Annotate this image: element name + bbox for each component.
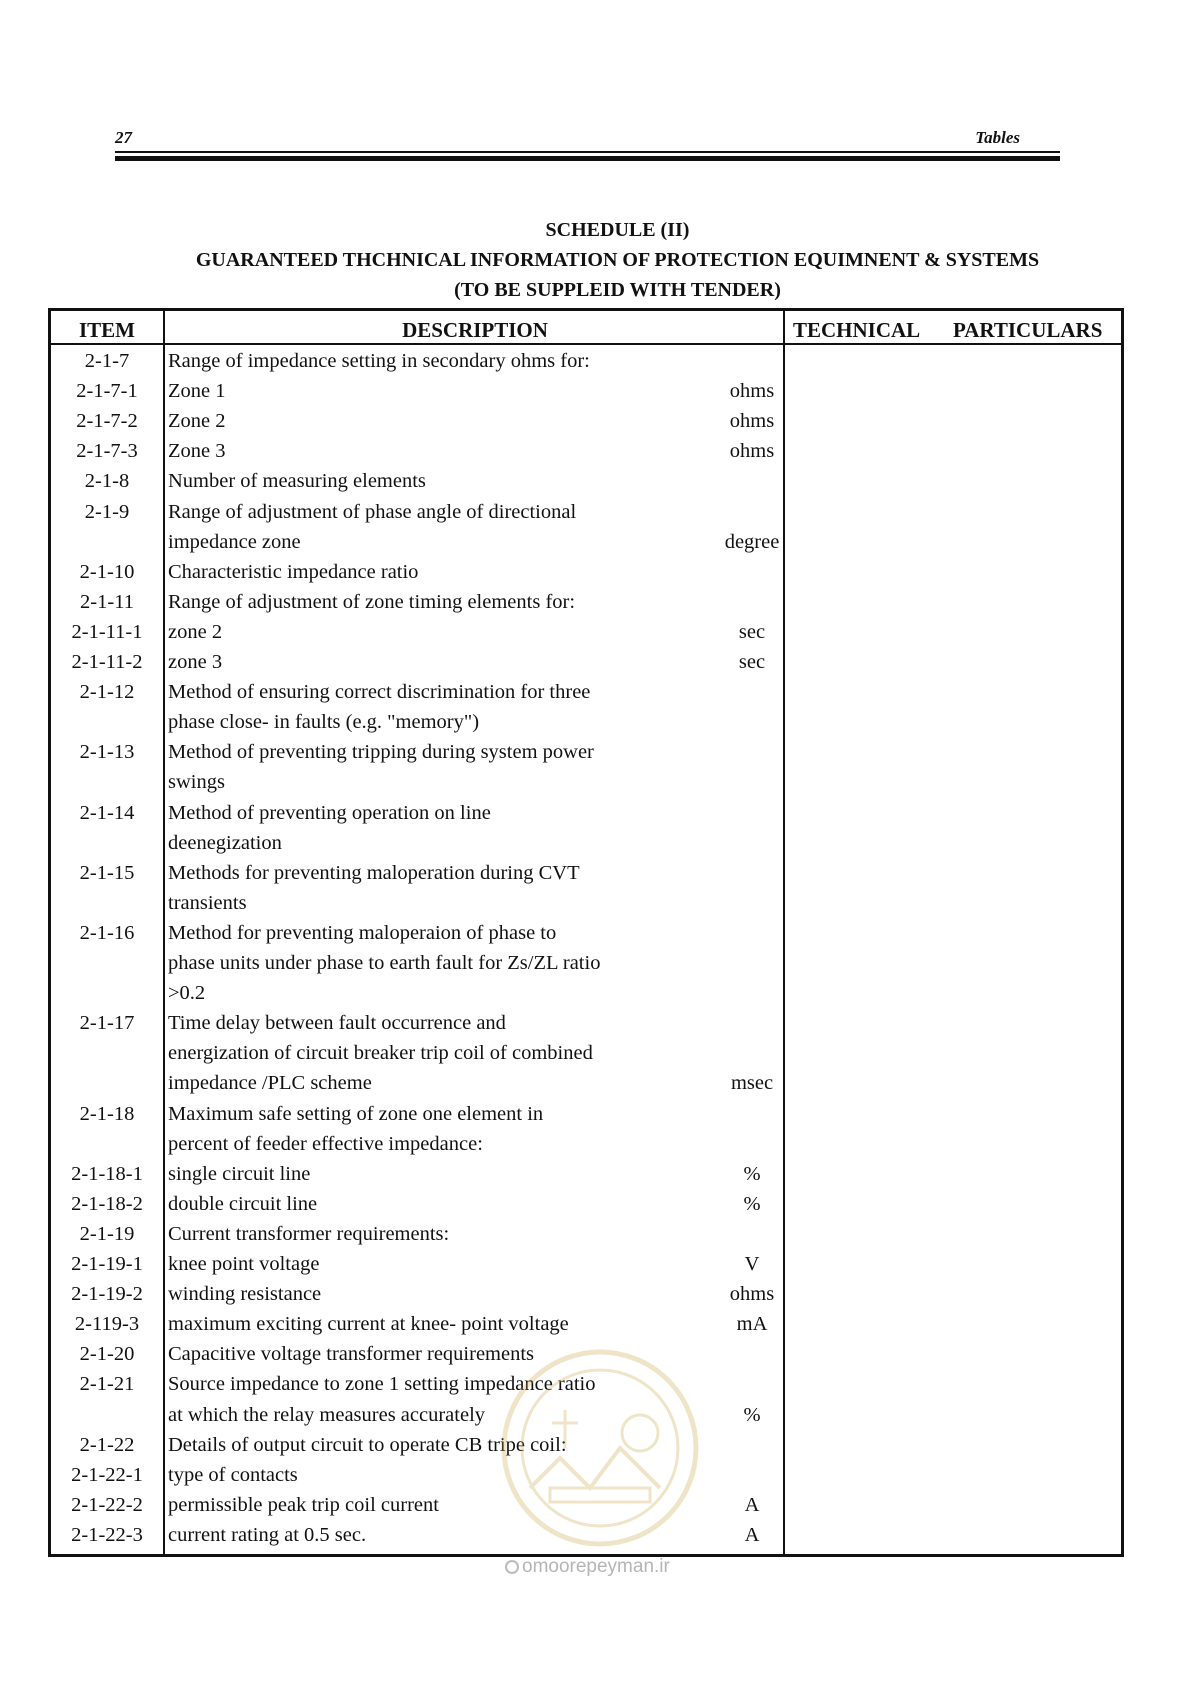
table-row <box>51 527 783 557</box>
item-code: 2-1-21 <box>79 1373 135 1396</box>
description-text: Capacitive voltage transformer requirements <box>168 1343 535 1366</box>
unit-text: % <box>743 1192 761 1215</box>
table-row <box>51 436 783 466</box>
item-code: 2-1-11-1 <box>71 620 143 643</box>
header-rule-thick <box>115 156 1060 161</box>
col-header-description: DESCRIPTION <box>402 318 548 342</box>
unit-text: A <box>744 1493 760 1516</box>
table-row <box>51 828 783 858</box>
schedule-note: (TO BE SUPPLEID WITH TENDER) <box>454 279 781 301</box>
description-text: zone 3 <box>168 651 223 673</box>
table-row <box>51 587 783 617</box>
table-row <box>51 948 783 978</box>
unit-text: ohms <box>729 1283 775 1306</box>
table-row <box>51 1189 783 1219</box>
description-text: Number of measuring elements <box>168 470 426 493</box>
item-code: 2-1-19-2 <box>71 1283 143 1306</box>
description-text: transients <box>168 891 247 914</box>
description-text: maximum exciting current at knee- point voltage <box>168 1313 569 1336</box>
table-row <box>51 1099 783 1129</box>
description-text: Method of ensuring correct discrimination for three <box>168 681 591 704</box>
schedule-titles <box>0 215 1190 305</box>
item-code: 2-1-19 <box>79 1222 135 1245</box>
seal-logo <box>490 1338 710 1558</box>
table-row <box>51 707 783 737</box>
column-divider <box>783 311 785 1554</box>
table-row <box>51 978 783 1008</box>
header-rule-thin <box>115 151 1060 153</box>
item-code: 2-1-17 <box>79 1012 135 1035</box>
item-code: 2-1-7-2 <box>76 410 138 433</box>
description-text: type of contacts <box>168 1463 298 1486</box>
table-row <box>51 346 783 376</box>
table-row <box>51 1038 783 1068</box>
schedule-title: SCHEDULE (II) <box>545 219 690 241</box>
description-text: Method of preventing tripping during system power <box>168 741 594 764</box>
description-text: zone 2 <box>168 620 223 643</box>
description-text: current rating at 0.5 sec. <box>168 1523 367 1546</box>
item-code: 2-1-16 <box>79 921 135 944</box>
unit-text: % <box>743 1162 761 1185</box>
table-row <box>51 617 783 647</box>
table-row <box>51 557 783 587</box>
table-row <box>51 737 783 767</box>
table-row <box>51 858 783 888</box>
description-text: Range of impedance setting in secondary ohms for: <box>168 350 590 372</box>
item-code: 2-1-22-2 <box>71 1493 143 1516</box>
description-text: phase close- in faults (e.g. "memory") <box>168 711 480 734</box>
description-text: impedance zone <box>168 530 301 553</box>
description-text: knee point voltage <box>168 1253 320 1275</box>
description-text: Maximum safe setting of zone one element in <box>168 1102 544 1125</box>
unit-text: A <box>744 1523 760 1546</box>
item-code: 2-1-15 <box>79 861 135 884</box>
table-row <box>51 497 783 527</box>
unit-text: ohms <box>729 380 775 403</box>
description-text: Method for preventing maloperaion of phase to <box>168 921 557 944</box>
unit-text: msec <box>730 1072 774 1095</box>
table-row <box>51 1068 783 1098</box>
unit-text: % <box>743 1403 761 1426</box>
item-code: 2-1-20 <box>79 1343 135 1366</box>
table-row <box>51 1279 783 1309</box>
table-row <box>51 888 783 918</box>
unit-text: mA <box>736 1313 768 1336</box>
description-text: Zone 1 <box>168 380 226 403</box>
item-code: 2-1-14 <box>79 801 135 824</box>
unit-text: V <box>744 1253 760 1275</box>
description-text: percent of feeder effective impedance: <box>168 1132 483 1155</box>
watermark-icon <box>505 1560 519 1574</box>
item-code: 2-1-7-3 <box>76 440 138 463</box>
item-code: 2-1-9 <box>84 500 130 523</box>
description-text: Zone 3 <box>168 440 226 463</box>
col-header-particulars: PARTICULARS <box>953 318 1103 342</box>
item-code: 2-1-18-2 <box>71 1192 143 1215</box>
table-row <box>51 918 783 948</box>
section-title: Tables <box>975 128 1020 147</box>
item-code: 2-1-7-1 <box>76 380 138 403</box>
description-text: energization of circuit breaker trip coil of combined <box>168 1042 593 1065</box>
description-text: winding resistance <box>168 1283 322 1306</box>
table-row <box>51 406 783 436</box>
item-code: 2-1-22-1 <box>71 1463 143 1486</box>
description-text: Time delay between fault occurrence and <box>168 1012 506 1035</box>
unit-text: sec <box>738 620 766 643</box>
item-code: 2-1-18 <box>79 1102 135 1125</box>
description-text: Range of adjustment of zone timing elements for: <box>168 590 576 613</box>
description-text: Range of adjustment of phase angle of directional <box>168 500 577 523</box>
item-code: 2-1-7 <box>84 350 130 372</box>
table-row <box>51 767 783 797</box>
item-code: 2-1-18-1 <box>71 1162 143 1185</box>
table-row <box>51 1008 783 1038</box>
table-row <box>51 1249 783 1279</box>
table-row <box>51 677 783 707</box>
item-code: 2-1-22-3 <box>71 1523 143 1546</box>
table-row <box>51 647 783 677</box>
unit-text: ohms <box>729 440 775 463</box>
item-code: 2-1-11-2 <box>71 651 143 673</box>
page-number: 27 <box>115 128 132 147</box>
description-text: impedance /PLC scheme <box>168 1072 372 1095</box>
watermark <box>505 1556 670 1578</box>
table-row <box>51 1219 783 1249</box>
watermark-text: omoorepeyman.ir <box>522 1556 670 1577</box>
description-text: Method of preventing operation on line <box>168 801 491 824</box>
unit-text: sec <box>738 651 766 673</box>
description-text: at which the relay measures accurately <box>168 1403 486 1426</box>
item-code: 2-119-3 <box>74 1313 140 1336</box>
description-text: Zone 2 <box>168 410 226 433</box>
description-text: deenegization <box>168 831 282 854</box>
description-text: swings <box>168 771 225 794</box>
item-code: 2-1-10 <box>79 560 135 583</box>
table-row <box>51 798 783 828</box>
description-text: Source impedance to zone 1 setting impedance ratio <box>168 1373 596 1396</box>
description-text: double circuit line <box>168 1192 318 1215</box>
item-code: 2-1-8 <box>84 470 130 493</box>
description-text: Characteristic impedance ratio <box>168 560 419 583</box>
description-text: >0.2 <box>168 982 206 1005</box>
description-text: phase units under phase to earth fault for Zs/ZL ratio <box>168 952 601 974</box>
item-code: 2-1-12 <box>79 681 135 704</box>
col-header-item: ITEM <box>78 318 135 342</box>
description-text: Details of output circuit to operate CB tripe coil: <box>168 1433 567 1456</box>
item-code: 2-1-13 <box>79 741 135 764</box>
item-code: 2-1-11 <box>80 590 134 613</box>
unit-text: degree <box>724 530 780 553</box>
table-row <box>51 1309 783 1339</box>
description-text: Methods for preventing maloperation during CVT <box>168 861 580 884</box>
item-code: 2-1-22 <box>79 1433 135 1456</box>
description-text: permissible peak trip coil current <box>168 1493 439 1516</box>
unit-text: ohms <box>729 410 775 433</box>
table-row <box>51 466 783 496</box>
table-row <box>51 1159 783 1189</box>
schedule-subtitle: GUARANTEED THCHNICAL INFORMATION OF PROTECTION EQUIMNENT & SYSTEMS <box>195 249 1040 271</box>
col-header-technical: TECHNICAL <box>793 318 921 342</box>
item-code: 2-1-19-1 <box>71 1253 143 1275</box>
description-text: single circuit line <box>168 1162 311 1185</box>
description-text: Current transformer requirements: <box>168 1222 450 1245</box>
table-row <box>51 1129 783 1159</box>
table-row <box>51 376 783 406</box>
